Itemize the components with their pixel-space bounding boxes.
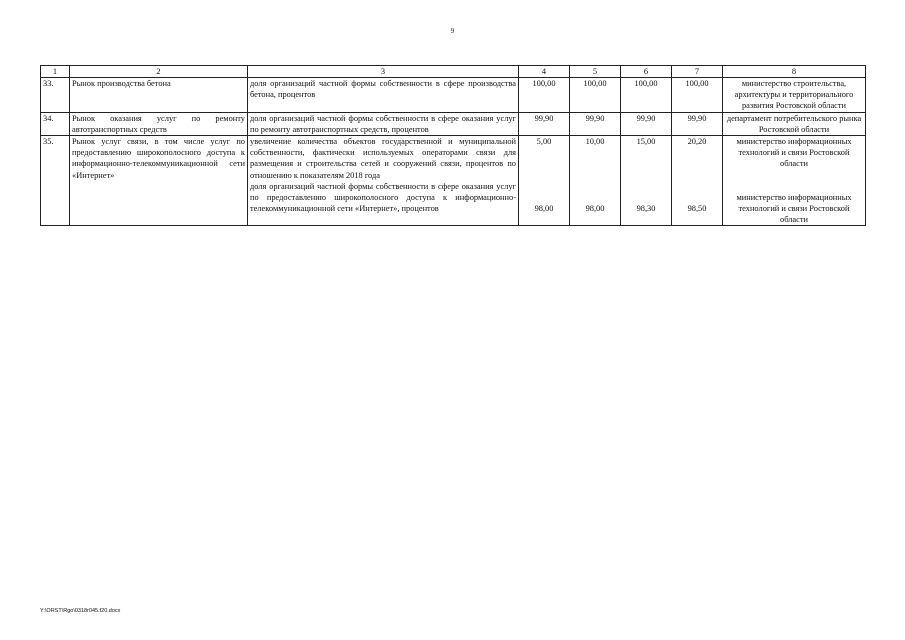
header-cell: 1	[41, 66, 70, 78]
responsible-body: министерство строительства, архитектуры и территориального развития Ростовской области	[723, 78, 866, 113]
value-col6-cell	[621, 136, 672, 226]
indicator-text-cell	[248, 136, 519, 226]
market-name: Рынок оказания услуг по ремонту автотранспортных средств	[70, 112, 248, 135]
value-col7: 99,90	[672, 112, 723, 135]
responsible-body: министерство информационных технологий и связи Ростовской области	[736, 137, 852, 169]
row-number: 35.	[41, 136, 70, 226]
value-col5: 100,00	[570, 78, 621, 113]
header-cell: 2	[70, 66, 248, 78]
value-col4-cell	[519, 136, 570, 226]
table-header-row	[41, 66, 866, 78]
value-col4: 5,00	[536, 137, 552, 147]
value-col6: 99,90	[621, 112, 672, 135]
indicator-text: доля организаций частной формы собственности в сфере оказания услуг по ремонту автотранспортных средств, процентов	[248, 112, 519, 135]
page-number: 9	[450, 27, 455, 35]
value-spacer	[674, 147, 720, 203]
value-spacer	[521, 147, 567, 203]
responsible-body-cell	[723, 136, 866, 226]
header-cell: 3	[248, 66, 519, 78]
indicators-table	[40, 65, 866, 226]
table-row	[41, 78, 866, 113]
value-col5: 99,90	[570, 112, 621, 135]
value-col7-cell	[672, 136, 723, 226]
indicator-text: доля организаций частной формы собственности в сфере оказания услуг по предоставлению широкополосного доступа к информационно-телекоммуникационной сети «Интернет», процентов	[250, 181, 516, 214]
value-col4: 99,90	[519, 112, 570, 135]
value-col6: 100,00	[621, 78, 672, 113]
table-row	[41, 112, 866, 135]
table-row	[41, 136, 866, 226]
value-col7: 98,50	[687, 204, 707, 214]
indicator-text: доля организаций частной формы собственности в сфере производства бетона, процентов	[248, 78, 519, 113]
value-col6: 98,30	[636, 204, 656, 214]
header-cell: 8	[723, 66, 866, 78]
value-col7: 100,00	[672, 78, 723, 113]
value-spacer	[725, 170, 863, 192]
value-col5: 10,00	[585, 137, 605, 147]
market-name: Рынок производства бетона	[70, 78, 248, 113]
value-col5-cell	[570, 136, 621, 226]
value-col7: 20,20	[687, 137, 707, 147]
header-cell: 7	[672, 66, 723, 78]
indicator-text: увеличение количества объектов государственной и муниципальной собственности, фактически используемых операторами связи для размещения и строительства сетей и сооружений связи, процентов по отношению к показателям 2018 года	[250, 137, 516, 180]
value-col6: 15,00	[636, 137, 656, 147]
row-number: 34.	[41, 112, 70, 135]
value-spacer	[572, 147, 618, 203]
responsible-body: департамент потребительского рынка Ростовской области	[723, 112, 866, 135]
value-col5: 98,00	[585, 204, 605, 214]
value-col4: 100,00	[519, 78, 570, 113]
row-number: 33.	[41, 78, 70, 113]
value-col4: 98,00	[534, 204, 554, 214]
market-name: Рынок услуг связи, в том числе услуг по предоставлению широкополосного доступа к информационно-телекоммуникационной сети «Интернет»	[70, 136, 248, 226]
responsible-body: министерство информационных технологий и связи Ростовской области	[736, 192, 852, 225]
header-cell: 4	[519, 66, 570, 78]
value-spacer	[623, 147, 669, 203]
header-cell: 6	[621, 66, 672, 78]
header-cell: 5	[570, 66, 621, 78]
file-path-footer: Y:\ORST\Rgo\0318r045.f20.docx	[40, 608, 121, 614]
